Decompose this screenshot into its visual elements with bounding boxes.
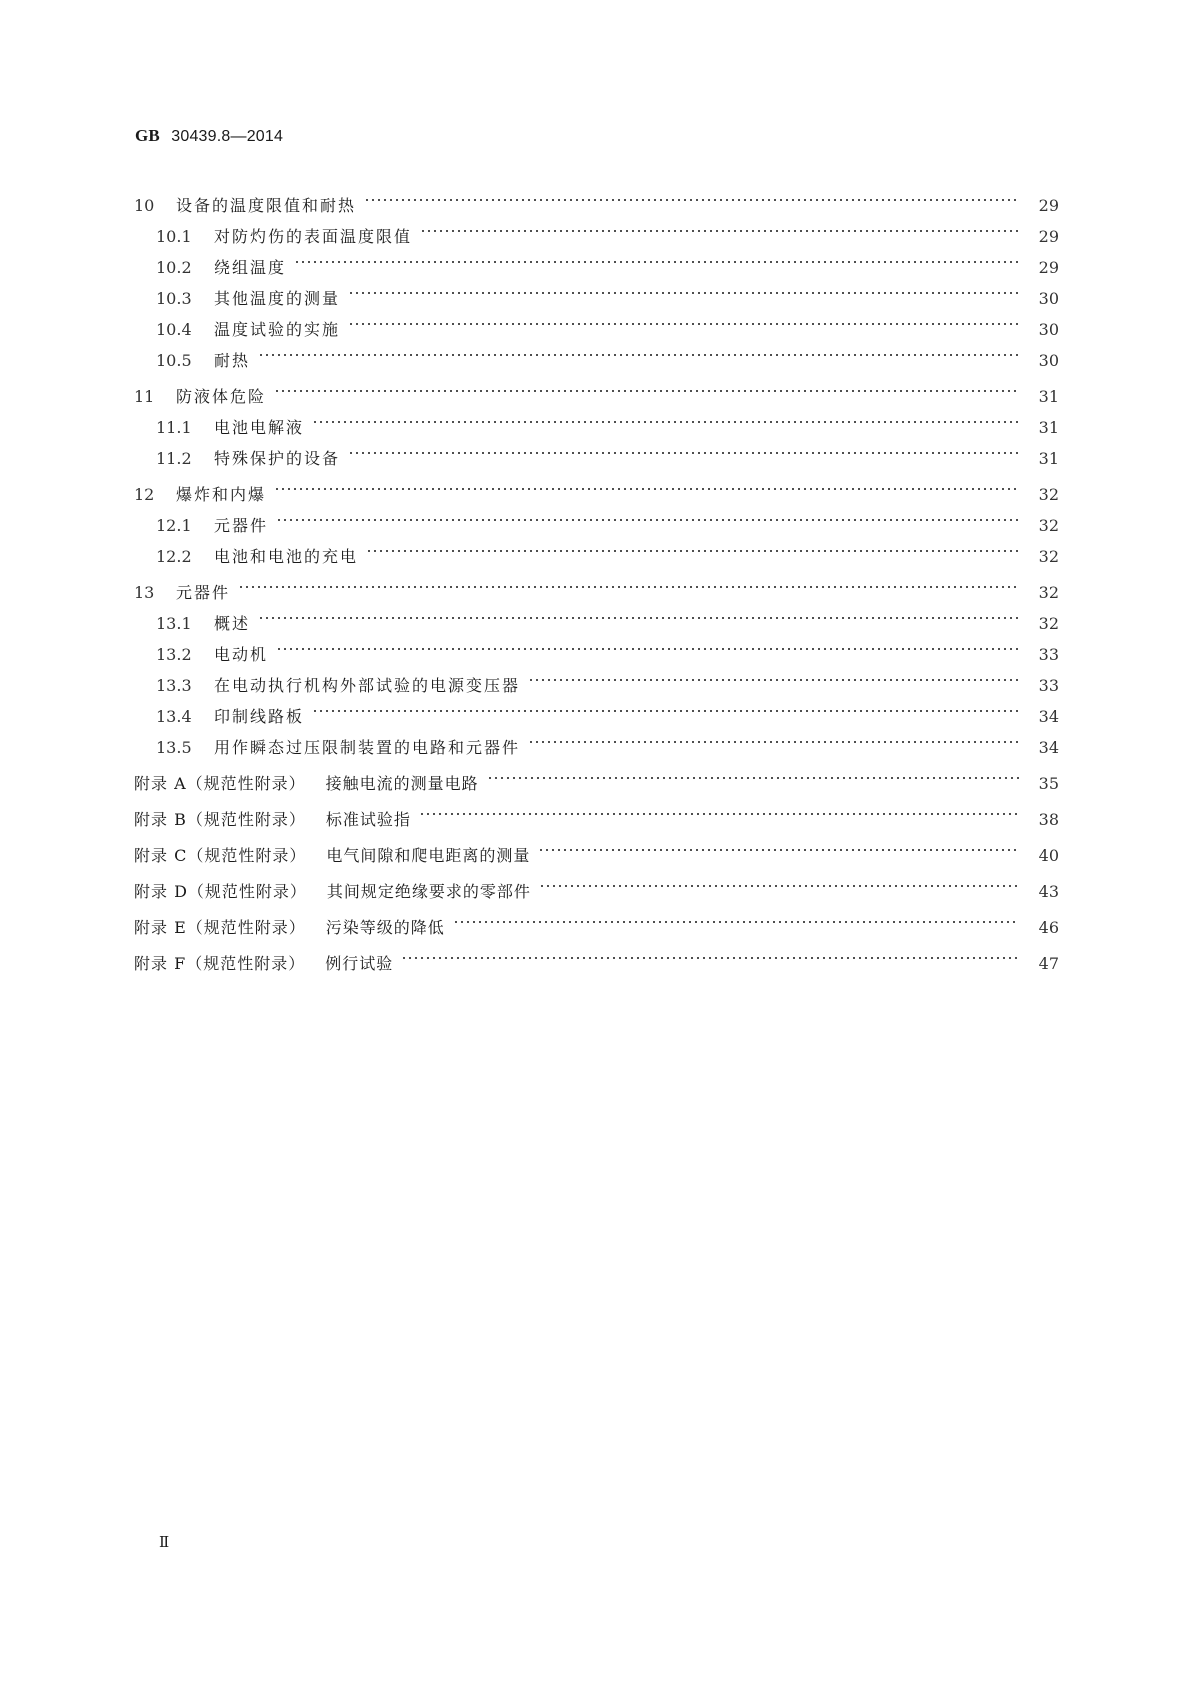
toc-title: 特殊保护的设备	[214, 449, 341, 468]
dot-leader	[238, 567, 1019, 598]
toc-number: 11.2	[156, 449, 192, 468]
toc-page: 32	[1038, 614, 1059, 633]
toc-page: 32	[1038, 583, 1059, 602]
toc-entry[interactable]	[134, 180, 1059, 215]
toc-page: 47	[1038, 954, 1059, 973]
table-of-contents	[134, 180, 1059, 973]
dot-leader	[364, 180, 1019, 211]
toc-number: 10.5	[156, 351, 192, 370]
appendix-label: 附录 E（规范性附录）	[134, 918, 306, 937]
toc-title: 绕组温度	[214, 258, 287, 277]
toc-page: 29	[1038, 227, 1059, 246]
dot-leader	[453, 902, 1019, 933]
toc-title: 在电动执行机构外部试验的电源变压器	[214, 676, 521, 695]
appendix-title: 其间规定绝缘要求的零部件	[326, 882, 531, 901]
dot-leader	[348, 433, 1019, 464]
dot-leader	[348, 304, 1019, 335]
toc-page: 33	[1038, 676, 1059, 695]
dot-leader	[276, 500, 1019, 531]
page-number: Ⅱ	[159, 1533, 170, 1551]
toc-title: 元器件	[214, 516, 269, 535]
toc-number: 10.1	[156, 227, 192, 246]
appendix-label: 附录 B（规范性附录）	[134, 810, 306, 829]
toc-page: 31	[1038, 387, 1059, 406]
dot-leader	[312, 402, 1019, 433]
toc-title: 耐热	[214, 351, 251, 370]
appendix-title: 电气间隙和爬电距离的测量	[326, 846, 531, 865]
toc-title: 温度试验的实施	[214, 320, 341, 339]
dot-leader	[528, 660, 1019, 691]
dot-leader	[294, 242, 1019, 273]
toc-page: 32	[1038, 547, 1059, 566]
appendix-title: 例行试验	[325, 954, 394, 973]
toc-entry[interactable]	[134, 598, 1059, 633]
toc-number: 13.5	[156, 738, 192, 757]
toc-number: 11.1	[156, 418, 192, 437]
toc-page: 29	[1038, 258, 1059, 277]
toc-page: 32	[1038, 485, 1059, 504]
standard-code: 30439.8—2014	[171, 128, 284, 145]
toc-page: 30	[1038, 289, 1059, 308]
toc-page: 33	[1038, 645, 1059, 664]
appendix-title: 接触电流的测量电路	[325, 774, 479, 793]
toc-entry[interactable]	[134, 567, 1059, 602]
dot-leader	[401, 938, 1019, 969]
dot-leader	[312, 691, 1019, 722]
dot-leader	[419, 794, 1019, 825]
toc-page: 34	[1038, 738, 1059, 757]
toc-page: 31	[1038, 449, 1059, 468]
toc-number: 13.4	[156, 707, 192, 726]
toc-number: 10	[134, 196, 155, 215]
toc-number: 10.2	[156, 258, 192, 277]
dot-leader	[539, 866, 1019, 897]
dot-leader	[274, 469, 1019, 500]
toc-number: 13	[134, 583, 155, 602]
toc-title: 爆炸和内爆	[176, 485, 267, 504]
toc-title: 设备的温度限值和耐热	[176, 196, 357, 215]
toc-title: 其他温度的测量	[214, 289, 341, 308]
toc-page: 40	[1038, 846, 1059, 865]
appendix-label: 附录 F（规范性附录）	[134, 954, 306, 973]
appendix-label: 附录 D（规范性附录）	[134, 882, 307, 901]
toc-title: 电池和电池的充电	[214, 547, 359, 566]
dot-leader	[366, 531, 1019, 562]
toc-title: 印制线路板	[214, 707, 305, 726]
toc-title: 电池电解液	[214, 418, 305, 437]
toc-entry[interactable]	[134, 629, 1059, 664]
toc-entry[interactable]	[134, 371, 1059, 406]
toc-page: 35	[1038, 774, 1059, 793]
toc-number: 13.1	[156, 614, 192, 633]
toc-number: 13.2	[156, 645, 192, 664]
dot-leader	[258, 598, 1019, 629]
dot-leader	[274, 371, 1019, 402]
toc-page: 30	[1038, 320, 1059, 339]
standard-prefix: GB	[135, 126, 160, 145]
toc-entry[interactable]	[134, 335, 1059, 370]
toc-number: 12.2	[156, 547, 192, 566]
document-header	[135, 126, 283, 146]
toc-title: 概述	[214, 614, 251, 633]
appendix-label: 附录 C（规范性附录）	[134, 846, 307, 865]
toc-number: 12	[134, 485, 155, 504]
dot-leader	[276, 629, 1019, 660]
toc-title: 防液体危险	[176, 387, 267, 406]
toc-page: 43	[1038, 882, 1059, 901]
dot-leader	[258, 335, 1019, 366]
toc-title: 元器件	[176, 583, 231, 602]
dot-leader	[528, 722, 1019, 753]
toc-page: 34	[1038, 707, 1059, 726]
dot-leader	[487, 758, 1019, 789]
toc-page: 30	[1038, 351, 1059, 370]
toc-page: 32	[1038, 516, 1059, 535]
toc-title: 电动机	[214, 645, 269, 664]
dot-leader	[348, 273, 1019, 304]
toc-number: 12.1	[156, 516, 192, 535]
toc-page: 46	[1038, 918, 1059, 937]
toc-page: 29	[1038, 196, 1059, 215]
toc-page: 31	[1038, 418, 1059, 437]
dot-leader	[538, 830, 1019, 861]
toc-title: 用作瞬态过压限制装置的电路和元器件	[214, 738, 521, 757]
toc-number: 10.4	[156, 320, 192, 339]
dot-leader	[420, 211, 1019, 242]
appendix-title: 污染等级的降低	[325, 918, 445, 937]
toc-title: 对防灼伤的表面温度限值	[214, 227, 413, 246]
toc-number: 13.3	[156, 676, 192, 695]
appendix-title: 标准试验指	[325, 810, 411, 829]
appendix-label: 附录 A（规范性附录）	[134, 774, 306, 793]
toc-page: 38	[1038, 810, 1059, 829]
toc-number: 11	[134, 387, 155, 406]
toc-number: 10.3	[156, 289, 192, 308]
